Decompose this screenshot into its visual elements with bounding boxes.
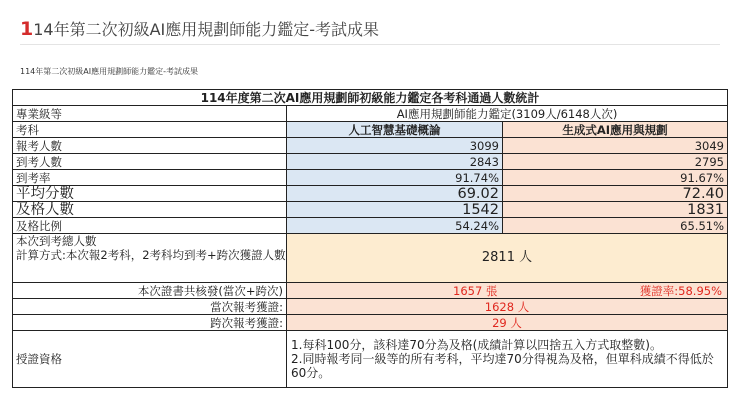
qualification-rule-1: 1.每科100分，該科達70分為及格(成績計算以四捨五入方式取整數)。 (291, 338, 662, 352)
level-value: AI應用規劃師能力鑑定(3109人/6148人次) (287, 106, 728, 122)
page-title-text: 14年第二次初級AI應用規劃師能力鑑定-考試成果 (33, 20, 380, 39)
table-row (13, 186, 728, 202)
page-title-number: 1 (20, 18, 34, 40)
row-label: 平均分數 (13, 186, 287, 202)
table-title: 114年度第二次AI應用規劃師初級能力鑑定各考科通過人數統計 (13, 90, 728, 106)
table-row (13, 170, 728, 186)
row-label: 到考人數 (13, 154, 287, 170)
row-value-subject-1: 1542 (287, 202, 503, 218)
row-label: 及格人數 (13, 202, 287, 218)
current-certified-value: 1628 人 (287, 299, 728, 315)
row-label: 報考人數 (13, 138, 287, 154)
total-examinees-formula: 計算方式:本次報2考科，2考科均到考+跨次獲證人數 (16, 248, 286, 262)
subject-1-header: 人工智慧基礎概論 (287, 122, 503, 138)
table-row (13, 202, 728, 218)
certificates-cell (287, 283, 728, 299)
row-value-subject-1: 2843 (287, 154, 503, 170)
qualification-label: 授證資格 (13, 331, 287, 388)
certificates-value: 1657 張 (453, 283, 498, 298)
certificate-rate: 獲證率:58.95% (639, 283, 723, 298)
row-value-subject-1: 69.02 (287, 186, 503, 202)
row-value-subject-2: 3049 (503, 138, 728, 154)
total-examinees-label (13, 234, 287, 283)
total-examinees-title: 本次到考總人數 (16, 234, 97, 248)
subject-2-header: 生成式AI應用與規劃 (503, 122, 728, 138)
subject-label: 考科 (13, 122, 287, 138)
breadcrumb: 114年第二次初級AI應用規劃師能力鑑定-考試成果 (20, 67, 198, 76)
table-row (13, 218, 728, 234)
row-value-subject-1: 3099 (287, 138, 503, 154)
table-row (13, 154, 728, 170)
row-value-subject-2: 91.67% (503, 170, 728, 186)
row-value-subject-2: 72.40 (503, 186, 728, 202)
qualification-notes (287, 331, 728, 388)
table-row (13, 138, 728, 154)
level-label: 專業級等 (13, 106, 287, 122)
row-value-subject-2: 1831 (503, 202, 728, 218)
page-title (20, 14, 720, 45)
cross-certified-value: 29 人 (287, 315, 728, 331)
statistics-table (12, 89, 728, 388)
row-value-subject-1: 91.74% (287, 170, 503, 186)
row-label: 到考率 (13, 170, 287, 186)
current-certified-label: 當次報考獲證: (13, 299, 287, 315)
total-examinees-value: 2811 人 (287, 234, 728, 283)
row-label: 及格比例 (13, 218, 287, 234)
certificates-label: 本次證書共核發(當次+跨次) (13, 283, 287, 299)
row-value-subject-1: 54.24% (287, 218, 503, 234)
qualification-rule-2: 2.同時報考同一級等的所有考科，平均達70分得視為及格，但單科成績不得低於60分。 (291, 352, 714, 380)
row-value-subject-2: 2795 (503, 154, 728, 170)
row-value-subject-2: 65.51% (503, 218, 728, 234)
cross-certified-label: 跨次報考獲證: (13, 315, 287, 331)
